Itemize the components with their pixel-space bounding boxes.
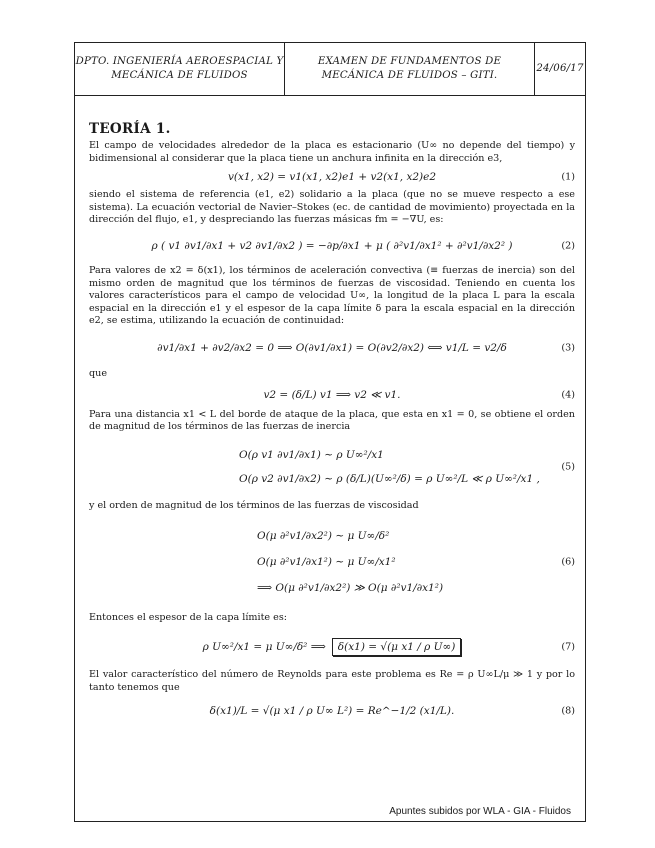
equation-number-4: (4) [561, 389, 575, 401]
equation-4 [89, 381, 575, 409]
equation-5-line-1: O(ρ v1 ∂v1/∂x1) ∼ ρ U∞²/x1 [239, 448, 384, 461]
equation-5 [89, 434, 575, 500]
equation-5-line-2: O(ρ v2 ∂v1/∂x2) ∼ ρ (δ/L)(U∞²/δ) = ρ U∞²/L ≪ ρ U∞²/x1 , [239, 472, 540, 485]
section-title: TEORÍA 1. [89, 121, 171, 137]
equation-number-3: (3) [561, 342, 575, 354]
equation-8 [89, 694, 575, 728]
exam-title-cell: EXAMEN DE FUNDAMENTOS DE MECÁNICA DE FLUIDOS – GITI. [285, 43, 535, 95]
equation-number-1: (1) [561, 171, 575, 183]
equation-3 [89, 328, 575, 368]
paragraph-1: El campo de velocidades alrededor de la placa es estacionario (U∞ no depende del tiempo) y bidimensional al considerar que la placa tiene un anchura infinita en la dirección e3, [89, 140, 575, 164]
equation-4-body: v2 = (δ/L) v1 ⟹ v2 ≪ v1. [263, 388, 401, 401]
content [89, 121, 575, 728]
paragraph-8: El valor característico del número de Reynolds para este problema es Re = ρ U∞L/μ ≫ 1 y por lo tanto tenemos que [89, 668, 575, 693]
equation-2 [89, 227, 575, 265]
page-frame [74, 42, 586, 822]
paragraph-3: Para valores de x2 = δ(x1), los términos de aceleración convectiva (≡ fuerzas de inercia) son del mismo orden de magnitud que los términos de fuerzas de viscosidad. Teniendo en cuenta los valores característicos para el campo de velocidad U∞, la longitud de la placa L para la escala espacial en la dirección e1 y el espesor de la capa límite δ para la escala espacial en la dirección e2, se estima, utilizando la ecuación de continuidad: [89, 264, 575, 327]
equation-7-body: ρ U∞²/x1 = μ U∞/δ² ⟹ [202, 640, 326, 653]
equation-number-7: (7) [561, 641, 575, 653]
equation-1 [89, 165, 575, 189]
paragraph-2: siendo el sistema de referencia (e1, e2) solidario a la placa (que no se mueve respecto a ese sistema). La ecuación vectorial de Navier–Stokes (ec. de cantidad de movimiento) proyectada en la dirección del flujo, e1, y despreciando las fuerzas másicas fm = −∇U, es: [89, 189, 575, 226]
equation-6-line-1: O(μ ∂²v1/∂x2²) ∼ μ U∞/δ² [257, 530, 390, 543]
footer-note: Apuntes subidos por WLA - GIA - Fluidos [389, 806, 571, 817]
equation-number-5: (5) [561, 461, 575, 473]
equation-number-6: (6) [561, 556, 575, 568]
date-cell: 24/06/17 [536, 63, 584, 74]
equation-8-body: δ(x1)/L = √(μ x1 / ρ U∞ L²) = Re^−1/2 (x1/L). [209, 705, 455, 718]
equation-7 [89, 625, 575, 669]
equation-number-8: (8) [561, 705, 575, 717]
boundary-layer-thickness-result: δ(x1) = √(μ x1 / ρ U∞) [332, 638, 462, 656]
equation-6-line-3: ⟹ O(μ ∂²v1/∂x2²) ≫ O(μ ∂²v1/∂x1²) [257, 582, 444, 595]
equation-6-line-2: O(μ ∂²v1/∂x1²) ∼ μ U∞/x1² [257, 556, 396, 569]
equation-number-2: (2) [561, 240, 575, 252]
department-cell: DPTO. INGENIERÍA AEROESPACIAL Y MECÁNICA DE FLUIDOS [75, 43, 285, 95]
exam-header [75, 43, 585, 96]
equation-1-body: v(x1, x2) = v1(x1, x2)e1 + v2(x1, x2)e2 [227, 171, 437, 184]
paragraph-4: que [89, 367, 107, 379]
equation-3-body: ∂v1/∂x1 + ∂v2/∂x2 = 0 ⟹ O(∂v1/∂x1) = O(∂v2/∂x2) ⟺ v1/L = v2/δ [157, 341, 507, 354]
paragraph-7: Entonces el espesor de la capa límite es: [89, 612, 287, 624]
equation-2-body: ρ ( v1 ∂v1/∂x1 + v2 ∂v1/∂x2 ) = −∂p/∂x1 + μ ( ∂²v1/∂x1² + ∂²v1/∂x2² ) [151, 239, 513, 252]
paragraph-5: Para una distancia x1 < L del borde de ataque de la placa, que esta en x1 = 0, se obtiene el orden de magnitud de los términos de las fuerzas de inercia [89, 408, 575, 433]
paragraph-6: y el orden de magnitud de los términos de las fuerzas de viscosidad [89, 499, 419, 511]
equation-6 [89, 512, 575, 612]
